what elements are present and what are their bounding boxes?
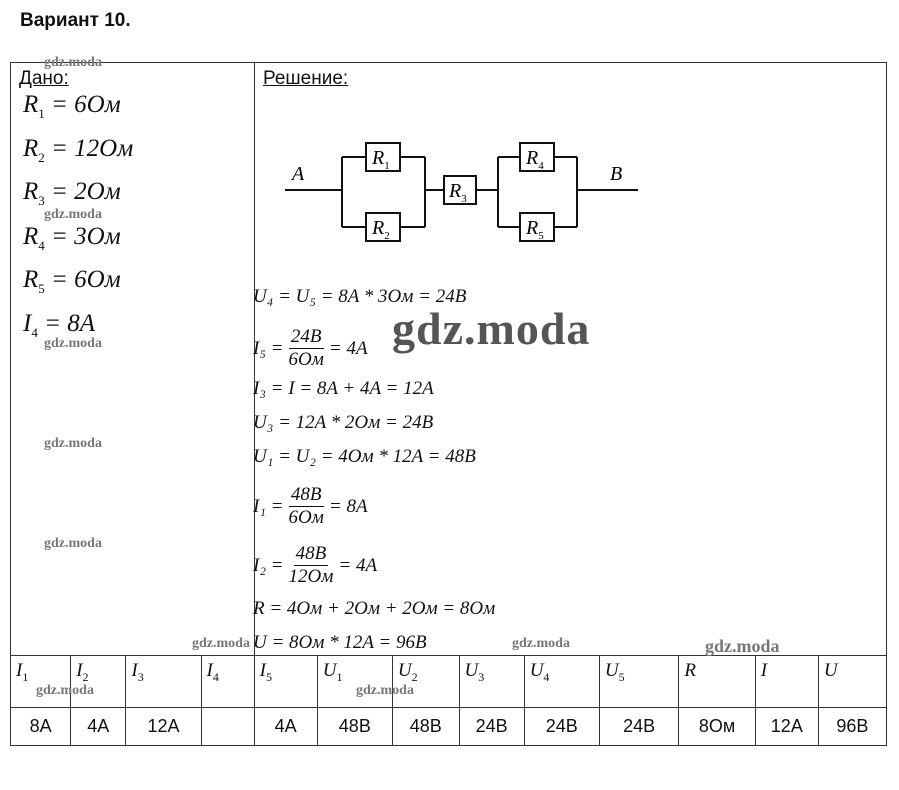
node-b-label: B xyxy=(610,163,623,185)
watermark: gdz.moda xyxy=(44,436,102,451)
solution-header: Решение: xyxy=(263,68,349,89)
given-item: $R_3 = 2Ом$ xyxy=(23,178,121,208)
table-cell: 12A xyxy=(755,708,818,746)
page-title: Вариант 10. xyxy=(20,10,131,31)
table-header-cell: $U_3$ xyxy=(459,656,524,708)
given-item: $R_4 = 3Ом$ xyxy=(23,223,121,253)
table-header-cell: R xyxy=(679,656,755,708)
watermark: gdz.moda xyxy=(44,55,102,70)
given-item: $R_1 = 6Ом$ xyxy=(23,91,121,121)
table-cell: 48В xyxy=(317,708,392,746)
watermark: gdz.moda xyxy=(36,683,94,698)
table-cell: 4A xyxy=(254,708,317,746)
watermark: gdz.moda xyxy=(705,636,780,656)
table-header-cell: $I_3$ xyxy=(126,656,201,708)
r4-label: $R_4$ xyxy=(526,147,544,172)
given-item: $I_4 = 8A$ xyxy=(23,310,95,340)
watermark: gdz.moda xyxy=(356,683,414,698)
watermark: gdz.moda xyxy=(44,207,102,222)
table-header-cell: $I_2$ xyxy=(71,656,126,708)
table-cell: 96В xyxy=(818,708,886,746)
node-a-label: A xyxy=(292,163,305,185)
given-item: $R_2 = 12Ом$ xyxy=(23,135,134,165)
table-cell: 48В xyxy=(392,708,459,746)
equation: U = 8Ом * 12A = 96В xyxy=(253,632,427,653)
circuit-diagram xyxy=(280,130,650,260)
given-item: $R_5 = 6Ом$ xyxy=(23,266,121,296)
watermark: gdz.moda xyxy=(392,303,591,354)
equation: U₄ = U₅ = 8A * 3Ом = 24В xyxy=(253,286,467,307)
table-header-cell: $U_5$ xyxy=(599,656,678,708)
watermark: gdz.moda xyxy=(44,536,102,551)
table-cell: 12A xyxy=(126,708,201,746)
table-header-cell: I xyxy=(755,656,818,708)
r1-label: $R_1$ xyxy=(372,147,390,172)
table-header-cell: $U_4$ xyxy=(524,656,599,708)
table-cell: 4A xyxy=(71,708,126,746)
table-header-cell: $I_4$ xyxy=(201,656,254,708)
equation: U₃ = 12A * 2Ом = 24В xyxy=(253,412,434,433)
answer-table xyxy=(10,655,887,746)
table-cell: 8Ом xyxy=(679,708,755,746)
equation: R = 4Ом + 2Ом + 2Ом = 8Ом xyxy=(253,598,496,619)
table-cell xyxy=(201,708,254,746)
r2-label: $R_2$ xyxy=(372,217,390,242)
equation: I₂ = $\frac{48В}{12Ом}$ = 4A xyxy=(253,543,378,587)
table-cell: 24В xyxy=(524,708,599,746)
equation: I₅ = $\frac{24В}{6Ом}$ = 4A xyxy=(253,326,368,370)
table-cell: 8A xyxy=(11,708,71,746)
table-cell: 24В xyxy=(459,708,524,746)
table-header-cell: $I_5$ xyxy=(254,656,317,708)
table-header-cell: $U_1$ xyxy=(317,656,392,708)
given-header: Дано: xyxy=(19,68,69,89)
table-header-row xyxy=(11,656,887,708)
r5-label: $R_5$ xyxy=(526,217,544,242)
table-header-cell: U xyxy=(818,656,886,708)
r3-label: $R_3$ xyxy=(449,180,467,205)
table-cell: 24В xyxy=(599,708,678,746)
equation: I₁ = $\frac{48В}{6Ом}$ = 8A xyxy=(253,484,368,528)
equation: I₃ = I = 8A + 4A = 12A xyxy=(253,378,434,399)
table-header-cell: $U_2$ xyxy=(392,656,459,708)
watermark: gdz.moda xyxy=(192,636,250,651)
equation: U₁ = U₂ = 4Ом * 12A = 48В xyxy=(253,446,476,467)
table-row xyxy=(11,708,887,746)
table-header-cell: $I_1$ xyxy=(11,656,71,708)
watermark: gdz.moda xyxy=(44,336,102,351)
watermark: gdz.moda xyxy=(512,636,570,651)
